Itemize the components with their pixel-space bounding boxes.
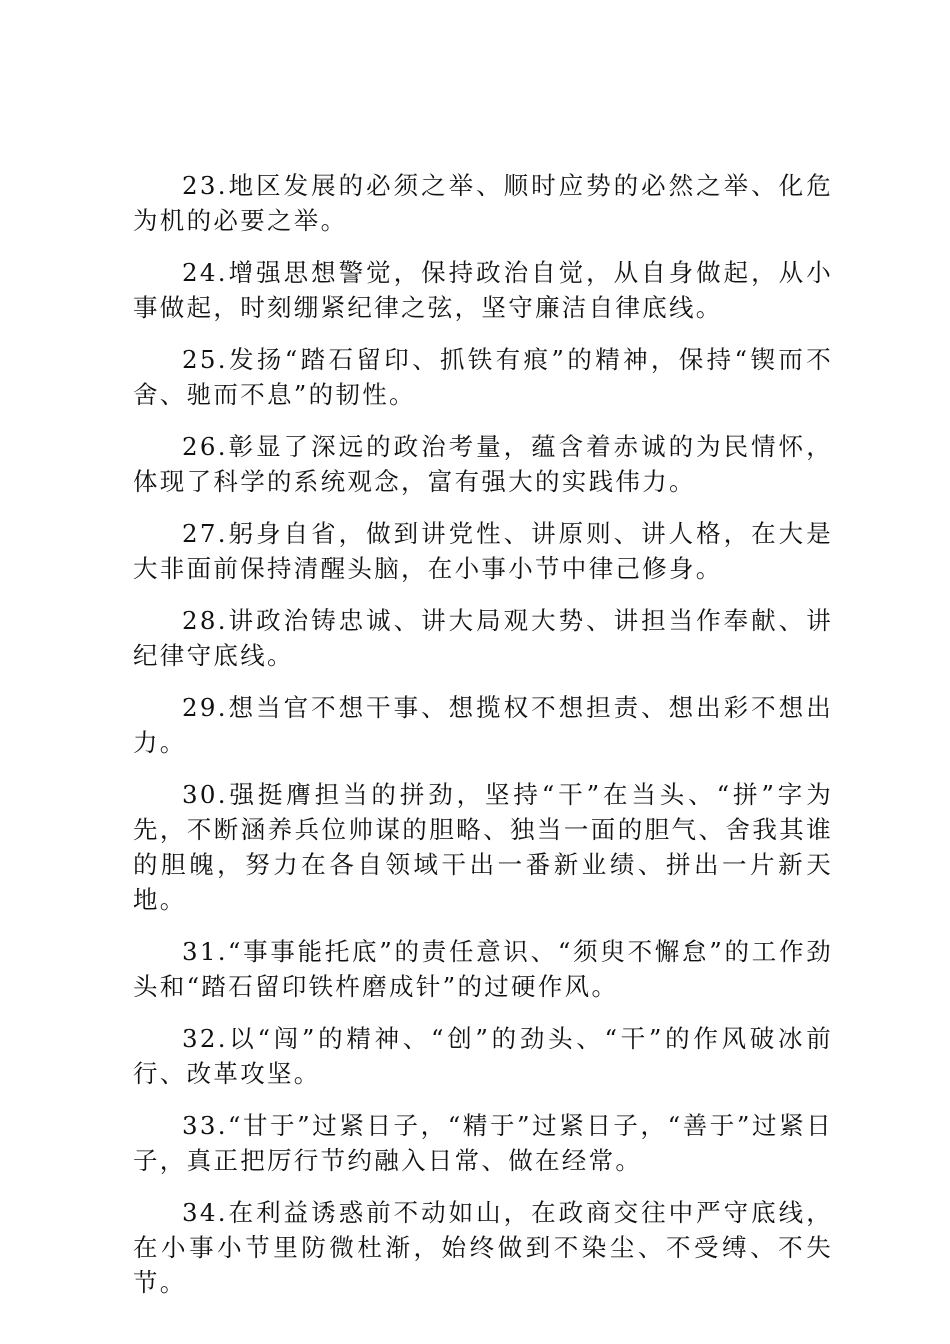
item-number: 28. <box>182 606 228 635</box>
list-item-29 <box>133 690 833 760</box>
item-text: 彰显了深远的政治考量，蕴含着赤诚的为民情怀，体现了科学的系统观念，富有强大的实践伟力。 <box>133 432 833 496</box>
item-text: 发扬“踏石留印、抓铁有痕”的精神，保持“锲而不舍、驰而不息”的韧性。 <box>133 345 833 409</box>
list-item-25 <box>133 342 833 412</box>
item-text: 地区发展的必须之举、顺时应势的必然之举、化危为机的必要之举。 <box>133 171 833 235</box>
item-number: 30. <box>182 780 228 809</box>
item-number: 26. <box>182 432 228 461</box>
item-text: “甘于”过紧日子，“精于”过紧日子，“善于”过紧日子，真正把厉行节约融入日常、做在经常。 <box>133 1111 833 1175</box>
item-number: 25. <box>182 345 228 374</box>
list-item-32 <box>133 1021 833 1091</box>
item-number: 33. <box>182 1111 228 1140</box>
list-item-28 <box>133 603 833 673</box>
item-number: 29. <box>182 693 228 722</box>
list-item-30 <box>133 777 833 917</box>
list-item-26 <box>133 429 833 499</box>
item-text: 强挺膺担当的拼劲，坚持“干”在当头、“拼”字为先，不断涵养兵位帅谋的胆略、独当一面的胆气、舍我其谁的胆魄，努力在各自领域干出一番新业绩、拼出一片新天地。 <box>133 780 833 914</box>
list-item-23 <box>133 168 833 238</box>
document-body <box>133 168 833 1317</box>
list-item-27 <box>133 516 833 586</box>
item-text: 以“闯”的精神、“创”的劲头、“干”的作风破冰前行、改革攻坚。 <box>133 1024 833 1088</box>
item-number: 31. <box>182 937 228 966</box>
item-number: 32. <box>182 1024 228 1053</box>
list-item-24 <box>133 255 833 325</box>
item-number: 34. <box>182 1198 228 1227</box>
list-item-33 <box>133 1108 833 1178</box>
item-text: “事事能托底”的责任意识、“须臾不懈怠”的工作劲头和“踏石留印铁杵磨成针”的过硬作风。 <box>133 937 833 1001</box>
item-text: 想当官不想干事、想揽权不想担责、想出彩不想出力。 <box>133 693 833 757</box>
item-number: 23. <box>182 171 228 200</box>
item-text: 躬身自省，做到讲党性、讲原则、讲人格，在大是大非面前保持清醒头脑，在小事小节中律己修身。 <box>133 519 833 583</box>
item-number: 24. <box>182 258 228 287</box>
item-text: 在利益诱惑前不动如山，在政商交往中严守底线，在小事小节里防微杜渐，始终做到不染尘、不受缚、不失节。 <box>133 1198 833 1297</box>
item-number: 27. <box>182 519 228 548</box>
list-item-31 <box>133 934 833 1004</box>
item-text: 讲政治铸忠诚、讲大局观大势、讲担当作奉献、讲纪律守底线。 <box>133 606 833 670</box>
list-item-34 <box>133 1195 833 1300</box>
item-text: 增强思想警觉，保持政治自觉，从自身做起，从小事做起，时刻绷紧纪律之弦，坚守廉洁自律底线。 <box>133 258 833 322</box>
